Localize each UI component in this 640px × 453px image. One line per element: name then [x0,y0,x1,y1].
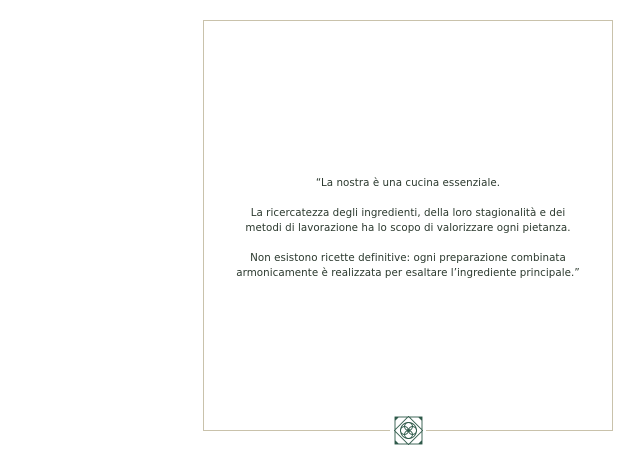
quote-paragraph-2-line-1: La ricercatezza degli ingredienti, della loro stagionalità e dei [250,207,566,219]
quote-paragraph-3-line-1: Non esistono ricette definitive: ogni preparazione combinata [250,252,566,264]
quote-line-1: “La nostra è una cucina essenziale. [315,177,501,189]
quote-paragraph-2-line-2: metodi di lavorazione ha lo scopo di valorizzare ogni pietanza. [245,222,571,234]
philosophy-quote [203,176,613,296]
flower-of-life-emblem-icon [394,416,423,445]
quote-paragraph-3-line-2: armonicamente è realizzata per esaltare l’ingrediente principale.” [236,267,580,279]
quote-paragraph-1 [203,176,613,191]
